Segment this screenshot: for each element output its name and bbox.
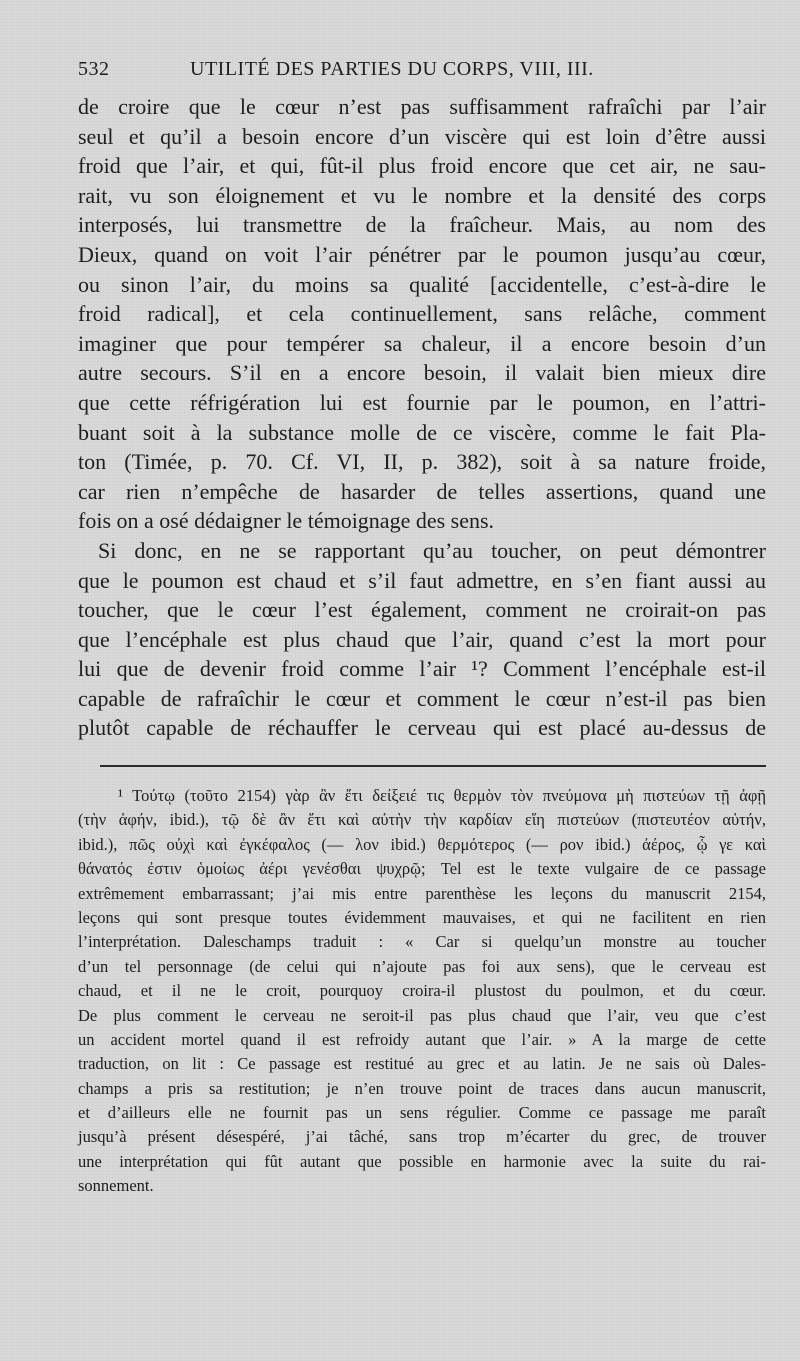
footnote-line: l’interprétation. Daleschamps traduit : « Car si quelqu’un monstre au toucher	[78, 932, 766, 952]
footnote-line: d’un tel personnage (de celui qui n’ajoute pas foi aux sens), que le cerveau est	[78, 956, 766, 976]
footnotes	[78, 784, 766, 1199]
text-line: de croire que le cœur n’est pas suffisamment rafraîchi par l’air	[78, 94, 766, 119]
page-number: 532	[78, 58, 110, 80]
footnote-line: traduction, on lit : Ce passage est restitué au grec et au latin. Je ne sais où Dales-	[78, 1054, 766, 1074]
footnote-line: extrêmement embarrassant; j’ai mis entre parenthèse les leçons du manuscrit 2154,	[78, 883, 766, 903]
text-line: imaginer que pour tempérer sa chaleur, il a encore besoin d’un	[78, 330, 766, 356]
footnote-line: ibid.), πῶς οὐχὶ καὶ ἐγκέφαλος (— λον ibid.) θερμότερος (— ρον ibid.) ἀέρος, ᾧ γε καὶ	[78, 834, 766, 854]
text-line: froid radical], et cela continuellement, sans relâche, comment	[78, 301, 766, 327]
text-line: plutôt capable de réchauffer le cerveau qui est placé au-dessus de	[78, 715, 766, 741]
footnote-line: ¹ Τούτῳ (τοῦτο 2154) γὰρ ἂν ἔτι δείξειέ τις θερμὸν τὸν πνεύμονα μὴ πιστεύων τῇ ἀφῇ	[118, 786, 766, 805]
text-line: froid que l’air, et qui, fût-il plus froid encore que cet air, ne sau-	[78, 153, 766, 179]
text-line: ton (Timée, p. 70. Cf. VI, II, p. 382), soit à sa nature froide,	[78, 449, 766, 475]
footnote-line: (τὴν ἀφήν, ibid.), τῷ δὲ ἂν ἔτι καὶ αὐτὴν τὴν καρδίαν εἴη πιστεύων (πιστευτέον αὐτήν,	[78, 810, 766, 830]
footnote-line: sonnement.	[78, 1176, 154, 1196]
text-line: lui que de devenir froid comme l’air ¹? Comment l’encéphale est-il	[78, 656, 766, 682]
footnote-line: champs a pris sa restitution; je n’en trouve point de traces dans aucun manuscrit,	[78, 1078, 766, 1098]
text-line: fois on a osé dédaigner le témoignage des sens.	[78, 508, 495, 534]
text-line: interposés, lui transmettre de la fraîcheur. Mais, au nom des	[78, 212, 766, 238]
text-line: autre secours. S’il en a encore besoin, il valait bien mieux dire	[78, 360, 766, 386]
text-line: buant soit à la substance molle de ce viscère, comme le fait Pla-	[78, 419, 766, 445]
running-title: UTILITÉ DES PARTIES DU CORPS, VIII, III.	[190, 58, 594, 80]
main-text	[78, 92, 766, 743]
text-line: rait, vu son éloignement et vu le nombre et la densité des corps	[78, 182, 766, 208]
running-header	[78, 58, 778, 88]
footnote-line: une interprétation qui fût autant que possible en harmonie avec la suite du rai-	[78, 1151, 766, 1171]
footnote-line: jusqu’à présent désespéré, j’ai tâché, sans trop m’écarter du grec, de trouver	[78, 1127, 766, 1147]
text-line: ou sinon l’air, du moins sa qualité [accidentelle, c’est-à-dire le	[78, 271, 766, 297]
text-line: car rien n’empêche de hasarder de telles assertions, quand une	[78, 478, 766, 504]
footnote-line: leçons qui sont presque toutes évidemment mauvaises, et qui ne facilitent en rien	[78, 907, 766, 927]
footnote-line: un accident mortel quand il est refroidy autant que l’air. » A la marge de cette	[78, 1029, 766, 1049]
footnote-line: et d’ailleurs elle ne fournit pas un sens régulier. Comme ce passage me paraît	[78, 1103, 766, 1123]
footnote-line: De plus comment le cerveau ne seroit-il pas plus chaud que l’air, veu que c’est	[78, 1005, 766, 1025]
text-line: que l’encéphale est plus chaud que l’air, quand c’est la mort pour	[78, 626, 766, 652]
footnote-line: chaud, et il ne le croit, pourquoy croira-il plustost du poulmon, et du cœur.	[78, 981, 766, 1001]
footnote-rule	[100, 765, 766, 767]
text-line: Si donc, en ne se rapportant qu’au toucher, on peut démontrer	[98, 537, 766, 563]
text-line: que cette réfrigération lui est fournie par le poumon, en l’attri-	[78, 389, 766, 415]
text-line: que le poumon est chaud et s’il faut admettre, en s’en fiant aussi au	[78, 567, 766, 593]
footnote-line: θάνατός ἐστιν ὁμοίως ἀέρι γενέσθαι ψυχρῷ; Tel est le texte vulgaire de ce passage	[78, 859, 766, 879]
text-line: seul et qu’il a besoin encore d’un viscère qui est loin d’être aussi	[78, 123, 766, 149]
text-line: toucher, que le cœur l’est également, comment ne croirait-on pas	[78, 597, 766, 623]
text-line: Dieux, quand on voit l’air pénétrer par le poumon jusqu’au cœur,	[78, 241, 766, 267]
text-line: capable de rafraîchir le cœur et comment le cœur n’est-il pas bien	[78, 685, 766, 711]
